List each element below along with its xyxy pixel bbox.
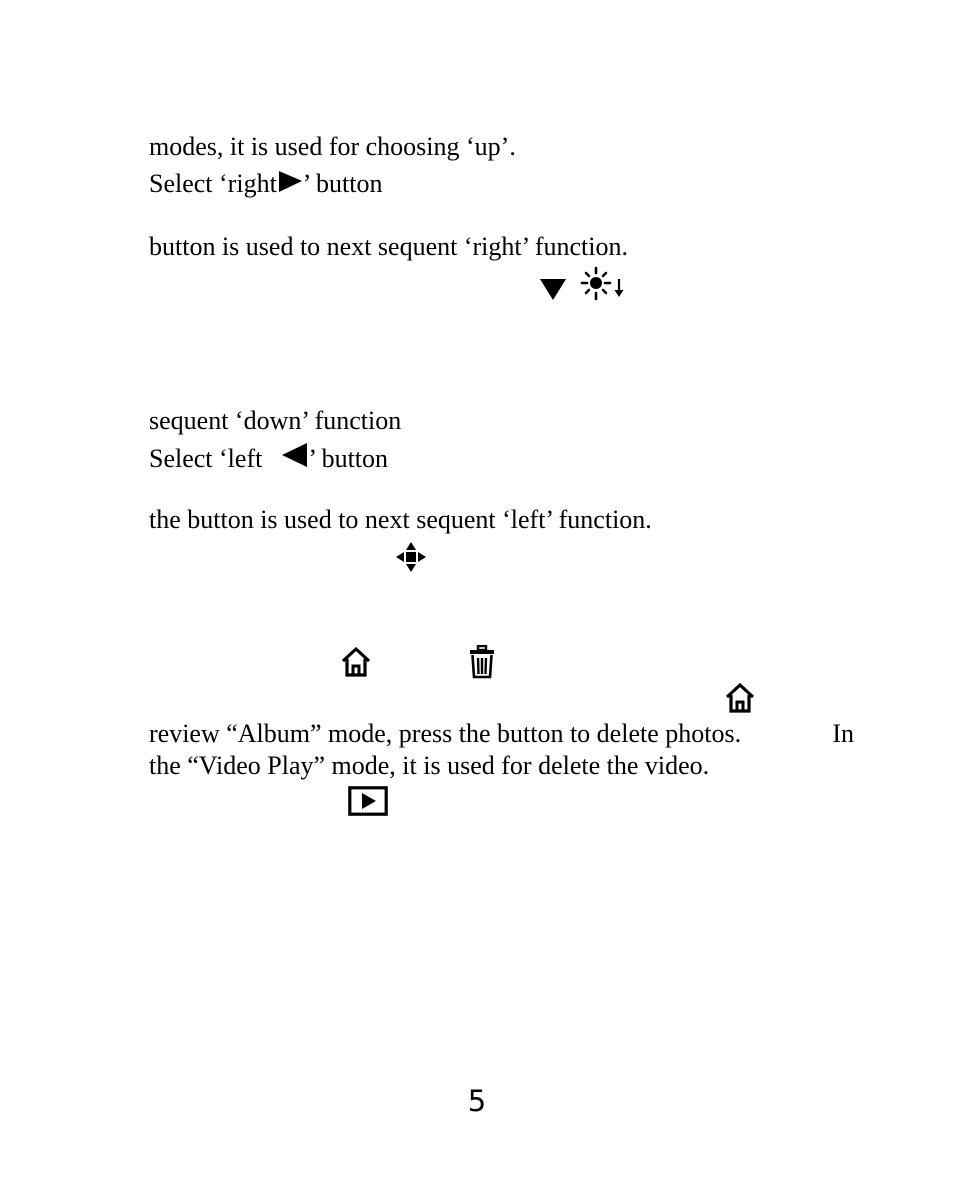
text-right-function: button is used to next sequent ‘right’ function. xyxy=(149,232,628,261)
text-album-review xyxy=(149,719,854,749)
down-triangle-icon xyxy=(539,277,567,301)
home-icon xyxy=(340,646,372,678)
trash-icon xyxy=(468,645,496,679)
select-right-suffix: ’ button xyxy=(302,169,383,198)
album-review-right: In xyxy=(832,719,854,748)
select-left-suffix: ’ button xyxy=(308,444,389,473)
page-number: 5 xyxy=(467,1084,487,1118)
text-select-right xyxy=(149,168,382,199)
four-way-arrow-icon xyxy=(395,541,427,573)
home-icon xyxy=(724,682,756,714)
text-down-function: sequent ‘down’ function xyxy=(149,406,402,435)
left-triangle-icon xyxy=(280,441,308,469)
text-up-mode: modes, it is used for choosing ‘up’. xyxy=(149,132,516,161)
select-left-prefix: Select ‘left xyxy=(149,444,263,473)
text-video-play: the “Video Play” mode, it is used for delete the video. xyxy=(149,751,710,780)
select-right-prefix: Select ‘right xyxy=(149,169,277,198)
text-left-function: the button is used to next sequent ‘left’ function. xyxy=(149,505,652,534)
album-review-left: review “Album” mode, press the button to delete photos. xyxy=(149,719,742,748)
text-select-left xyxy=(149,441,388,474)
right-triangle-icon xyxy=(277,168,303,194)
playback-icon xyxy=(348,786,388,816)
brightness-down-icon xyxy=(580,266,626,302)
